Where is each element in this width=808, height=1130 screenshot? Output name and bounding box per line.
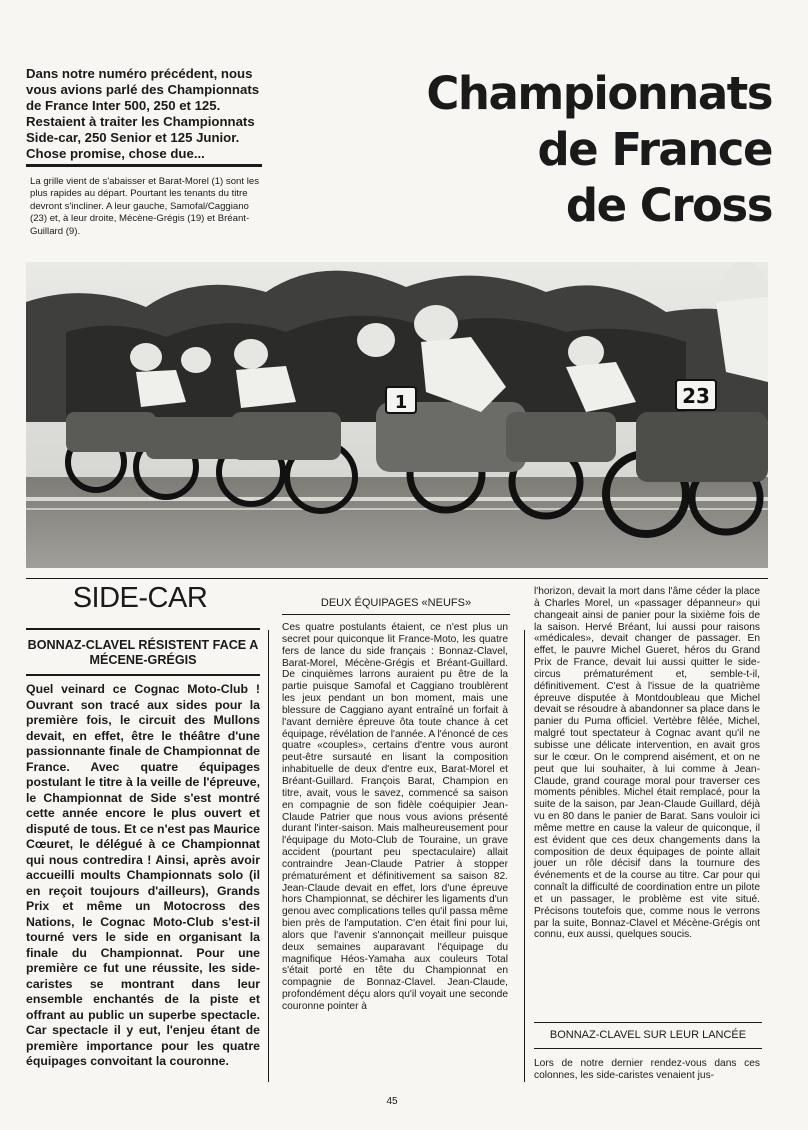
page-number: 45 bbox=[386, 1096, 398, 1107]
col3-body-continued: Lors de notre dernier rendez-vous dans ces colonnes, les side-caristes venaient jus- bbox=[534, 1058, 760, 1081]
col3-heading-rule-top bbox=[534, 1022, 762, 1023]
title-line-3: de Cross bbox=[565, 179, 772, 232]
photo-illustration bbox=[26, 262, 768, 568]
col1-subheading: BONNAZ-CLAVEL RÉSISTENT FACE A MÉCENE-GRÉGIS bbox=[27, 638, 259, 667]
intro-rule bbox=[26, 164, 262, 167]
col3-body: l'horizon, devait la mort dans l'âme céder la place à Charles Morel, un «passager dépanneur» qui changeait ainsi de panier pour la sixième fois de la saison. Hervé Bréant, lui aussi pour raisons «médicales», devait changer de passager. En effet, le pauvre Michel Gueret, héros du Grand Prix de France, devait lui aussi quitter le side-circus prématurément et, semble-t-il, définitivement. C'est à l'issue de la quatrième épreuve disputée à Montdoubleau que Michel devait se résoudre à abandonner sa place dans le panier du Puma officiel. Vertèbre fêlée, Michel, malgré tout spectateur à Cognac avant qu'il ne subisse une délicate intervention, en avait gros sur le cœur. On le comprend aisément, et on ne peut que lui souhaiter, à lui comme à Jean-Claude, grand courage moral pour traverser ces moments pénibles. Michel était remplacé, pour la suite de la saison, par Jean-Claude Guillard, déjà vu en 80 dans le panier de Barat. Sans vouloir ici même mettre en cause la valeur de quiconque, il est évident que ces deux changements dans la composition de deux équipages de pointe allait jouer un rôle décisif dans la tournure des événements et de la course au titre. Car pour qui connaît la difficulté de coordination entre un pilote et un passager, le problème est vite situé. Précisons toutefois que, comme nous le verrons par la suite, Bonnaz-Clavel et Mécène-Grégis ont connu, eux aussi, quelques soucis. bbox=[534, 586, 760, 941]
col2-subheading: DEUX ÉQUIPAGES «NEUFS» bbox=[320, 597, 472, 609]
col2-body: Ces quatre postulants étaient, ce n'est plus un secret pour quiconque lit France-Moto, les quatre fers de lance du side français : Bonnaz-Clavel, Barat-Morel, Mécène-Grégis et Bréant-Guillard. De cinquièmes larrons auraient pu être de la partie puisque Samofal et Caggiano troublèrent les jeux pendant un bon moment, mais une blessure de Caggiano ayant entraîné un forfait à l'avant dernière épreuve ôta toute chance à cet équipage, révélation de l'année. A l'énoncé de ces quatre «couples», certains d'entre vous auront peut-être sursauté en lisant la composition inhabituelle de deux d'entre eux, Barat-Morel et Bréant-Guillard. François Barat, Champion en titre, avait, vous le savez, commencé sa saison en compagnie de son fidèle coéquipier Jean-Claude Patrier que nous vous avions présenté durant l'inter-saison. Mais malheureusement pour l'équipage du Moto-Club de Touraine, un grave accident (pourtant peu spectaculaire) allait contraindre Jean-Claude Patrier à stopper prématurément et définitivement sa saison 82. Jean-Claude devait en effet, lors d'une épreuve hors Championnat, se déchirer les ligaments d'un genou avec complications telles qu'il passa même bien près de l'amputation. C'en était fini pour lui, alors que l'avenir s'annonçait meilleur puisque deux semaines auparavant l'équipage du magnifique Héos-Yamaha aux couleurs Total s'était porté en tête du Championnat en compagnie de Bonnaz-Clavel. Jean-Claude, profondément déçu alors qu'il voyait une seconde couronne pointer à bbox=[282, 622, 508, 1012]
column-divider-1 bbox=[268, 630, 269, 1082]
article-title bbox=[332, 66, 772, 234]
col1-heading-rule-bottom bbox=[26, 674, 260, 676]
race-start-photo bbox=[26, 262, 768, 568]
section-title: SIDE-CAR bbox=[72, 582, 208, 614]
race-plate-1: 1 bbox=[394, 392, 408, 413]
race-plate-23: 23 bbox=[682, 384, 710, 408]
col3-heading-rule-bottom bbox=[534, 1048, 762, 1049]
column-divider-2 bbox=[524, 630, 525, 1082]
col1-body: Quel veinard ce Cognac Moto-Club ! Ouvrant son tracé aux sides pour la première fois, le circuit des Mullons devait, en effet, être le théâtre d'une passionnante finale de Championnat de France. Avec quatre équipages postulant le titre à la veille de l'épreuve, le Championnat de Side s'est montré cette année encore le plus ouvert et disputé de tous. Et ce n'est pas Maurice Cœuret, le délégué à ce Championnat qui nous contredira ! Ainsi, après avoir accueilli moults Championnats solo (il en reçoit toujours d'ailleurs), Grands Prix et même un Motocross des Nations, le Cognac Moto-Club s'est-il tourné vers le side en organisant la finale du Championnat. Pour une première ce fut une réussite, les side-caristes se montrant dans leur ensemble enchantés de la piste et offrant au public un superbe spectacle. Car spectacle il y eut, l'enjeu étant de première importance pour les quatre équipages convoitant la couronne. bbox=[26, 682, 260, 1068]
col1-heading-rule-top bbox=[26, 628, 260, 630]
title-line-2: de France bbox=[537, 123, 772, 176]
col3-subheading: BONNAZ-CLAVEL SUR LEUR LANCÉE bbox=[549, 1029, 747, 1041]
col2-heading-rule bbox=[282, 614, 510, 615]
section-rule bbox=[26, 578, 768, 579]
photo-caption: La grille vient de s'abaisser et Barat-Morel (1) sont les plus rapides au départ. Pourtant les tenants du titre devront s'incliner. A leur gauche, Samofal/Caggiano (23) et, à leur droite, Mécène-Grégis (19) et Bréant-Guillard (9). bbox=[30, 176, 259, 237]
intro-paragraph: Dans notre numéro précédent, nous vous avions parlé des Championnats de France Inter 500, 250 et 125. Restaient à traiter les Championnats Side-car, 250 Senior et 125 Junior. Chose promise, chose due... bbox=[26, 66, 260, 161]
title-line-1: Championnats bbox=[426, 67, 772, 120]
